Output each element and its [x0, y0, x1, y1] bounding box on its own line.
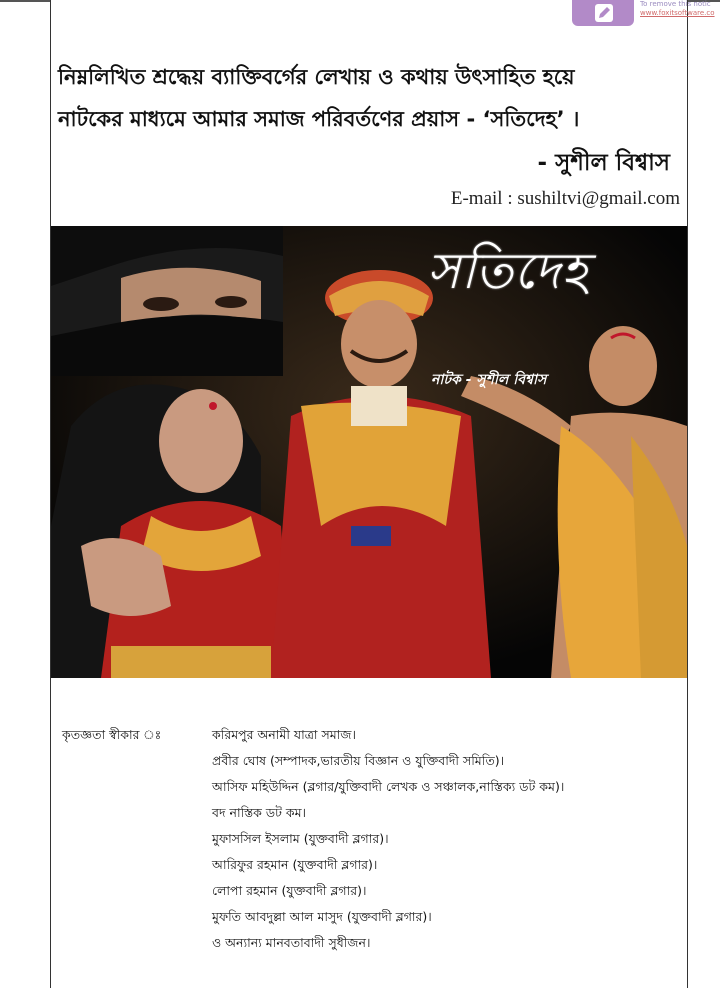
list-item: আসিফ মহিউদ্দিন (ব্লগার/যুক্তিবাদী লেখক ও সঞ্চালক,নাস্তিক্য ডট কম)।	[212, 779, 565, 794]
list-item: বদ নাস্তিক ডট কম।	[212, 805, 307, 820]
pen-icon-badge	[572, 0, 634, 26]
intro-heading	[58, 56, 688, 140]
list-item: ও অন্যান্য মানবতাবাদী সুধীজন।	[212, 935, 371, 950]
acknowledgement-label: কৃতজ্ঞতা স্বীকার ঃ	[62, 727, 162, 742]
list-item: মুফতি আবদুল্লা আল মাসুদ (যুক্তবাদী ব্লগার)।	[212, 909, 432, 924]
veiled-woman-figure	[51, 226, 283, 376]
watermark-link[interactable]: www.foxitsoftware.co	[640, 9, 715, 17]
list-item: করিমপুর অনামী যাত্রা সমাজ।	[212, 727, 356, 742]
watermark-text	[640, 0, 715, 18]
poster-illustration	[51, 226, 687, 678]
author-signature: - সুশীল বিশ্বাস	[537, 150, 670, 176]
foxit-watermark	[572, 0, 718, 28]
list-item: মুফাসসিল ইসলাম (যুক্তবাদী ব্লগার)।	[212, 831, 389, 846]
heading-line-1: নিম্নলিখিত শ্রদ্ধেয় ব্যাক্তিবর্গের লেখায় ও কথায় উৎসাহিত হয়ে	[58, 65, 575, 89]
poster-title: সতিদেহ	[427, 242, 589, 300]
heading-line-2: নাটকের মাধ্যমে আমার সমাজ পরিবর্তণের প্রয়াস - ‘সতিদেহ’ ।	[58, 107, 580, 131]
pen-icon	[594, 3, 614, 23]
play-poster	[51, 226, 687, 678]
acknowledgement-list	[212, 722, 564, 956]
author-email: E-mail : sushiltvi@gmail.com	[450, 188, 680, 209]
watermark-line-1: To remove this notic	[640, 0, 711, 8]
list-item: প্রবীর ঘোষ (সম্পাদক,ভারতীয় বিজ্ঞান ও যুক্তিবাদী সমিতি)।	[212, 753, 505, 768]
poster-subtitle: নাটক - সুশীল বিশ্বাস	[431, 372, 547, 388]
list-item: লোপা রহমান (যুক্তবাদী ব্লগার)।	[212, 883, 367, 898]
list-item: আরিফুর রহমান (যুক্তবাদী ব্লগার)।	[212, 857, 378, 872]
